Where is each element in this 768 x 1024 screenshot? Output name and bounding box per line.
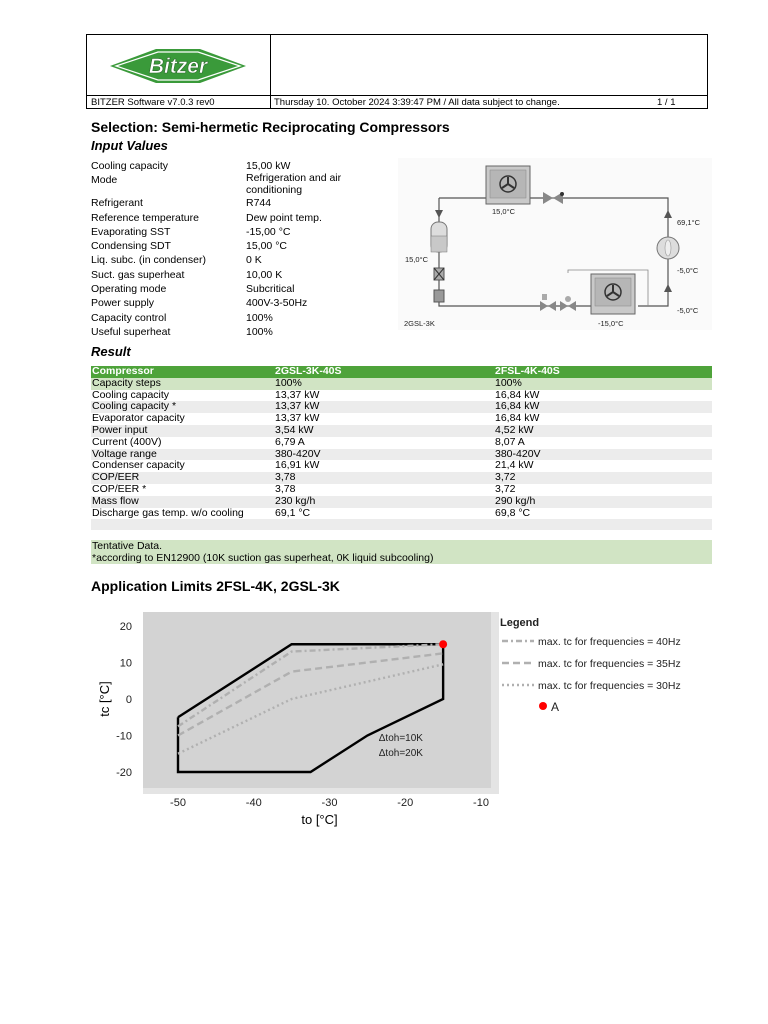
legend-title: Legend [500, 617, 540, 629]
x-axis-label: to [°C] [301, 812, 338, 827]
condenser-unit [486, 166, 530, 204]
header-divider-vertical [270, 34, 271, 109]
table-cell: 16,84 kW [495, 412, 540, 425]
input-row [91, 253, 371, 267]
column-header: Compressor [91, 366, 274, 378]
result-table [91, 366, 712, 530]
input-row [91, 211, 371, 225]
input-label: Operating mode [91, 283, 167, 296]
discharge-temp-label: 69,1°C [677, 218, 701, 227]
table-cell: Current (400V) [92, 435, 162, 448]
application-limits-chart [90, 608, 710, 836]
table-cell: 100% [494, 378, 712, 390]
table-cell: Cooling capacity * [91, 401, 274, 413]
table-cell: Evaporator capacity [92, 412, 185, 425]
result-heading: Result [91, 344, 131, 359]
logo-text: Bitzer [148, 55, 208, 78]
table-cell: Power input [91, 425, 274, 437]
x-tick-label: -10 [473, 797, 489, 809]
y-tick-label: 20 [119, 621, 132, 633]
table-row [91, 378, 712, 390]
header-divider-horizontal [86, 95, 708, 96]
table-row-blank [91, 519, 712, 530]
input-label: Suct. gas superheat [91, 268, 185, 281]
table-cell: 3,54 kW [274, 425, 494, 437]
input-row [91, 325, 371, 339]
input-values-heading: Input Values [91, 138, 168, 153]
table-cell: COP/EER * [92, 482, 147, 495]
input-row [91, 196, 371, 210]
table-cell: 13,37 kW [274, 401, 494, 413]
table-cell: Discharge gas temp. w/o cooling [92, 506, 244, 519]
x-tick-label: -30 [321, 797, 338, 809]
annotation-label: Δtoh=10K [378, 732, 423, 744]
x-tick-label: -50 [170, 797, 186, 809]
table-row [91, 472, 712, 484]
input-label: Cooling capacity [91, 160, 169, 172]
page-title: Selection: Semi-hermetic Reciprocating Compressors [91, 119, 450, 135]
column-header: 2FSL-4K-40S [494, 366, 712, 378]
operating-point-a [439, 640, 447, 648]
input-value: -15,00 °C [246, 225, 291, 238]
y-tick-label: -10 [116, 730, 132, 743]
input-value: Subcritical [246, 283, 295, 296]
table-row [91, 508, 712, 520]
receiver-icon [431, 222, 447, 252]
input-value: 15,00 °C [246, 240, 287, 253]
refrigeration-cycle-diagram [398, 158, 712, 330]
y-tick-label: 0 [125, 694, 132, 706]
table-cell: 3,78 [275, 482, 296, 495]
x-tick-label: -40 [245, 797, 262, 809]
table-cell: 69,1 °C [275, 506, 311, 519]
compressor-icon [657, 237, 679, 259]
table-cell: 13,37 kW [275, 412, 320, 425]
table-cell: 100% [274, 378, 494, 390]
input-label: Useful superheat [91, 325, 171, 338]
table-cell: 21,4 kW [495, 459, 534, 472]
annotation-label: Δtoh=20K [378, 747, 423, 759]
table-cell: 16,91 kW [275, 459, 320, 472]
evaporator-temp-label: -15,0°C [598, 319, 624, 328]
table-row [91, 437, 712, 449]
legend-item-label: max. tc for frequencies = 35Hz [538, 658, 681, 670]
input-row [91, 225, 371, 239]
software-version: BITZER Software v7.0.3 rev0 [91, 97, 215, 108]
y-tick-label: 10 [119, 657, 132, 670]
input-row [91, 311, 371, 325]
input-label: Liq. subc. (in condenser) [91, 254, 206, 267]
table-row [91, 496, 712, 508]
input-label: Condensing SDT [91, 240, 171, 253]
tentative-note: Tentative Data. [92, 540, 163, 552]
tentative-note-box [91, 540, 712, 564]
table-cell: 4,52 kW [494, 425, 712, 437]
date-note: Thursday 10. October 2024 3:39:47 PM / All data subject to change. [274, 97, 560, 108]
table-row [91, 413, 712, 425]
condenser-temp-label: 15,0°C [492, 207, 516, 216]
table-cell: 6,79 A [275, 435, 305, 448]
input-row [91, 159, 371, 173]
legend-item-label: max. tc for frequencies = 30Hz [538, 680, 681, 692]
input-value: 10,00 K [246, 268, 283, 281]
input-value: 100% [246, 325, 273, 338]
table-cell: 3,78 [274, 472, 494, 484]
table-cell: 230 kg/h [274, 496, 494, 508]
table-row [91, 484, 712, 496]
input-value: 15,00 kW [246, 160, 291, 172]
input-label: Mode [91, 174, 118, 187]
legend-item-label: max. tc for frequencies = 40Hz [538, 636, 681, 648]
table-cell: 290 kg/h [494, 496, 712, 508]
table-cell: 8,07 A [495, 435, 525, 448]
table-cell: 16,84 kW [495, 388, 540, 401]
table-row [91, 425, 712, 437]
table-cell: Voltage range [91, 449, 274, 461]
chart-title: Application Limits 2FSL-4K, 2GSL-3K [91, 578, 340, 594]
legend-point-label: A [551, 700, 560, 714]
table-cell: 380-420V [494, 449, 712, 461]
en12900-note: *according to EN12900 (10K suction gas superheat, 0K liquid subcooling) [92, 552, 434, 564]
table-cell: Mass flow [91, 496, 274, 508]
y-axis-label: tc [°C] [97, 681, 112, 717]
input-value: Refrigeration and air conditioning [246, 172, 342, 196]
table-cell: Cooling capacity [92, 388, 170, 401]
input-label: Power supply [91, 297, 155, 310]
table-cell: 380-420V [274, 449, 494, 461]
legend-point-marker [539, 702, 547, 710]
input-value: 100% [246, 311, 273, 324]
input-value: Dew point temp. [246, 211, 322, 224]
input-label: Refrigerant [91, 197, 143, 210]
compressor-model-label: 2GSL-3K [404, 319, 435, 328]
input-value: 0 K [246, 254, 262, 267]
table-row [91, 460, 712, 472]
suction-temp-label-2: -5,0°C [677, 306, 699, 315]
input-row [91, 173, 371, 196]
table-cell: Capacity steps [91, 378, 274, 390]
input-value: 400V-3-50Hz [246, 297, 308, 310]
x-tick-label: -20 [397, 797, 414, 809]
table-cell: 16,84 kW [494, 401, 712, 413]
input-row [91, 282, 371, 296]
page-number: 1 / 1 [657, 97, 676, 108]
bitzer-logo [108, 42, 248, 90]
table-cell: 69,8 °C [495, 506, 531, 519]
table-header-row [91, 366, 712, 378]
table-cell: 3,72 [495, 482, 516, 495]
table-cell: 3,72 [494, 472, 712, 484]
table-cell: 13,37 kW [275, 388, 320, 401]
table-row [91, 390, 712, 402]
evaporator-unit [591, 274, 635, 314]
input-label: Reference temperature [91, 211, 199, 224]
liquid-temp-label: 15,0°C [405, 255, 429, 264]
input-row [91, 296, 371, 310]
suction-temp-label-1: -5,0°C [677, 266, 699, 275]
table-cell: Condenser capacity [92, 459, 185, 472]
input-value: R744 [246, 197, 272, 210]
input-row [91, 239, 371, 253]
y-tick-label: -20 [116, 767, 132, 779]
input-row [91, 268, 371, 282]
column-header: 2GSL-3K-40S [274, 366, 494, 378]
input-label: Evaporating SST [91, 225, 171, 238]
input-values-list [91, 159, 371, 339]
table-cell: COP/EER [91, 472, 274, 484]
input-label: Capacity control [91, 311, 167, 324]
